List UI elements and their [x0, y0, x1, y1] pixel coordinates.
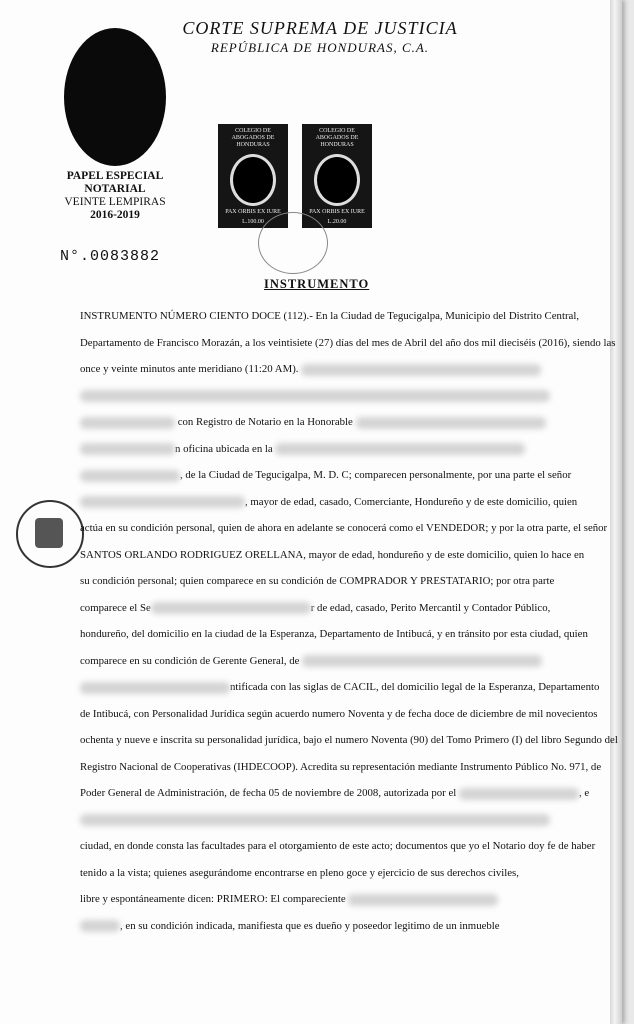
text-line: Departamento de Francisco Morazán, a los veintisiete (27) días del mes de Abril del año dos mil dieciséis (2016), siendo las: [80, 336, 616, 349]
redaction: [80, 814, 550, 826]
text-line: n oficina ubicada en la: [80, 436, 555, 463]
redaction: [301, 364, 541, 376]
text-line: [80, 807, 555, 834]
stamp-emblem-icon: [230, 154, 276, 206]
redaction: [80, 920, 120, 932]
bar-stamp-20: [302, 124, 372, 228]
stamp-motto: PAX ORBIS EX IURE: [225, 209, 281, 215]
redaction: [80, 417, 175, 429]
redaction: [459, 788, 579, 800]
redaction: [356, 417, 546, 429]
redaction: [302, 655, 542, 667]
text-line: [80, 383, 555, 410]
stamp-title: COLEGIO DE ABOGADOS DE HONDURAS: [231, 128, 275, 148]
redaction: [348, 894, 498, 906]
paper-line-3: VEINTE LEMPIRAS: [64, 196, 166, 208]
bar-stamp-100: [218, 124, 288, 228]
stamp-value: L.100.00: [242, 219, 264, 225]
text-line: Registro Nacional de Cooperativas (IHDECOOP). Acredita su representación mediante Instrumento Público No. 971, de: [80, 760, 602, 773]
document-title: INSTRUMENTO: [264, 277, 370, 291]
stamp-value: L.20.00: [327, 219, 347, 225]
text-line: SANTOS ORLANDO RODRIGUEZ ORELLANA, mayor de edad, hondureño y de este domicilio, quien lo hace en: [80, 548, 585, 561]
text-line: comparece en su condición de Gerente General, de: [80, 648, 555, 675]
redaction: [80, 470, 180, 482]
paper-line-1: PAPEL ESPECIAL: [66, 170, 164, 182]
paper-line-4: 2016-2019: [90, 209, 140, 221]
serial-number: N°.0083882: [60, 248, 161, 265]
text-line: ciudad, en donde consta las facultades para el otorgamiento de este acto; documentos que yo el Notario doy fe de haber: [80, 840, 596, 852]
text-line: once y veinte minutos ante meridiano (11:20 AM).: [80, 356, 555, 383]
redaction: [80, 682, 230, 694]
country-name: REPÚBLICA DE HONDURAS, C.A.: [210, 40, 430, 55]
text-line: , mayor de edad, casado, Comerciante, Hondureño y de este domicilio, quien: [80, 489, 555, 516]
text-line: libre y espontáneamente dicen: PRIMERO: El compareciente: [80, 886, 555, 913]
redaction: [151, 602, 311, 614]
seal-emblem-icon: [35, 518, 63, 548]
court-name: CORTE SUPREMA DE JUSTICIA: [182, 18, 458, 38]
notary-round-stamp: [258, 212, 328, 274]
text-line: , de la Ciudad de Tegucigalpa, M. D. C; comparecen personalmente, por una parte el señor: [80, 462, 555, 489]
text-line: hondureño, del domicilio en la ciudad de la Esperanza, Departamento de Intibucá, y en tránsito por esta ciudad, quien: [80, 628, 588, 640]
text-line: INSTRUMENTO NÚMERO CIENTO DOCE (112).- En la Ciudad de Tegucigalpa, Municipio del Distrito Central,: [80, 310, 580, 322]
paper-type-block: [40, 170, 190, 222]
text-line: de Intibucá, con Personalidad Jurídica según acuerdo numero Noventa y de fecha doce de diciembre de mil novecientos: [80, 707, 598, 720]
document-body: [80, 303, 618, 939]
paper-line-2: NOTARIAL: [84, 183, 146, 195]
text-line: con Registro de Notario en la Honorable: [80, 409, 555, 436]
redaction: [80, 390, 550, 402]
text-line: comparece el Se r de edad, casado, Perito Mercantil y Contador Público,: [80, 601, 551, 614]
text-line: Poder General de Administración, de fecha 05 de noviembre de 2008, autorizada por el , e: [80, 787, 590, 799]
stamp-title: COLEGIO DE ABOGADOS DE HONDURAS: [315, 128, 359, 148]
page-edge: [610, 0, 622, 1024]
redaction: [80, 443, 175, 455]
text-line: , en su condición indicada, manifiesta que es dueño y poseedor legitimo de un inmueble: [80, 913, 555, 940]
stamp-emblem-icon: [314, 154, 360, 206]
text-line: actúa en su condición personal, quien de ahora en adelante se conocerá como el VENDEDOR; y por la otra parte, el señor: [80, 522, 608, 534]
text-line: su condición personal; quien comparece en su condición de COMPRADOR Y PRESTATARIO; por otra parte: [80, 575, 555, 587]
text-line: ntificada con las siglas de CACIL, del domicilio legal de la Esperanza, Departamento: [80, 674, 555, 701]
side-notary-seal: [16, 500, 84, 568]
redaction: [80, 496, 245, 508]
stamp-motto: PAX ORBIS EX IURE: [309, 209, 365, 215]
text-line: ochenta y nueve e inscrita su personalidad jurídica, bajo el numero Noventa (90) del Tomo Primero (I) del libro Segundo del: [80, 734, 618, 746]
text-line: tenido a la vista; quienes asegurándome encontrarse en pleno goce y ejercicio de sus derechos civiles,: [80, 866, 519, 879]
redaction: [275, 443, 525, 455]
